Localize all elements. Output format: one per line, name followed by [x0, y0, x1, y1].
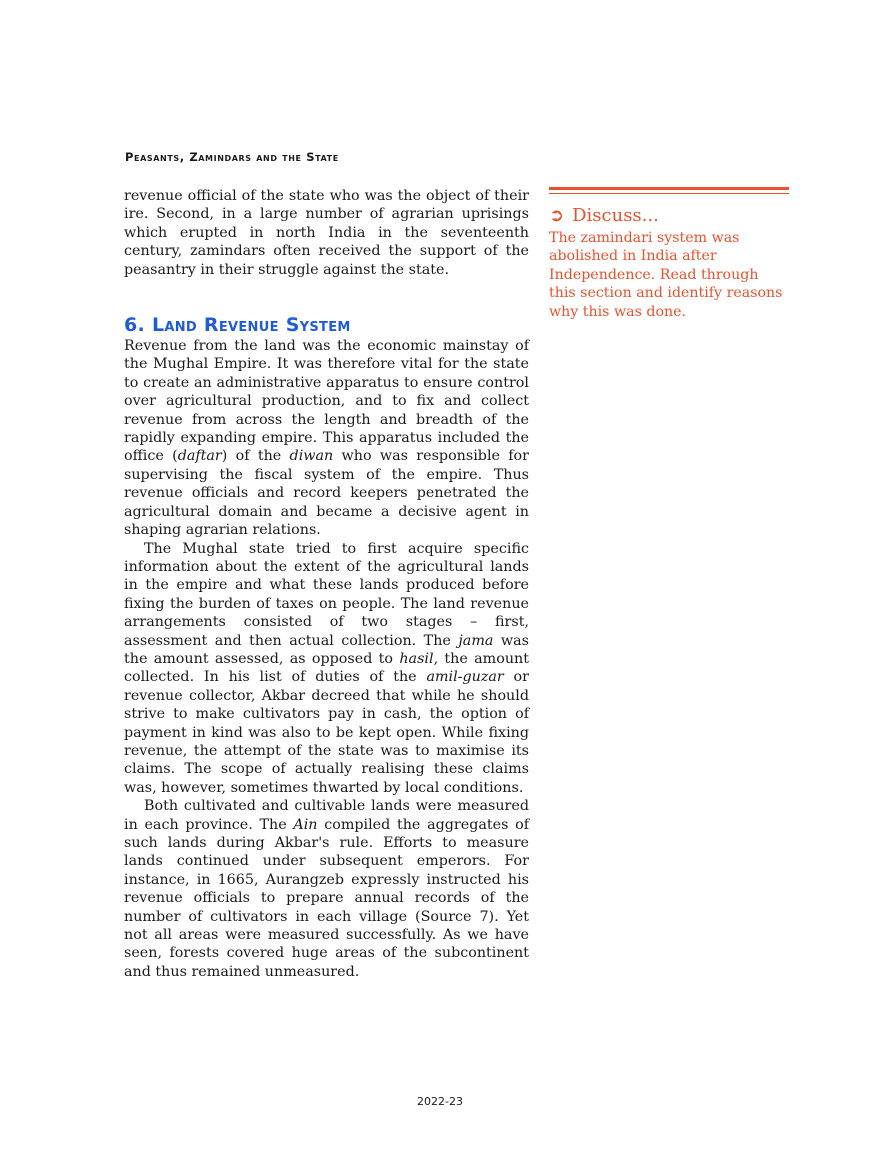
section-title: 6. Land Revenue System — [124, 314, 351, 337]
italic-term: Ain — [293, 816, 318, 833]
italic-term: hasil — [399, 650, 434, 667]
text-run: who was responsible for supervising the fiscal system of the empire. Thus revenue officials and record keepers penetrated the agricultural domain and became a decisive agent in shaping agrarian relations. — [124, 448, 529, 539]
paragraph-1 — [124, 337, 529, 539]
sidebar-rule-thick — [549, 187, 789, 190]
italic-term: daftar — [177, 448, 222, 465]
main-column — [124, 187, 529, 981]
italic-term: diwan — [289, 448, 334, 465]
text-run: , the amount collected. In his list of duties of the — [124, 650, 530, 686]
discuss-body: The zamindari system was abolished in India after Independence. Read through this section and identify reasons why this was done. — [549, 230, 783, 320]
paragraph-2 — [124, 540, 529, 798]
discuss-sidebar — [549, 187, 789, 321]
text-run: Both cultivated and cultivable lands were measured in each province. The — [124, 798, 529, 833]
discuss-heading — [549, 205, 789, 227]
arrow-icon: ➲ — [549, 205, 565, 226]
italic-term: amil-guzar — [426, 669, 504, 686]
running-head: Peasants, Zamindars and the State — [125, 150, 339, 164]
paragraph-3 — [124, 797, 529, 981]
text-run: was the amount assessed, as opposed to — [124, 632, 529, 667]
text-run: ) of the — [221, 448, 290, 465]
sidebar-rule-thin — [549, 193, 789, 194]
text-run: or revenue collector, Akbar decreed that while he should strive to make cultivators pay in cash, the option of payment in kind was also to be kept open. While fixing revenue, the attempt of the state was to maximise its claims. The scope of actually realising these claims was, however, sometimes thwarted by local conditions. — [124, 669, 529, 796]
discuss-heading-text: Discuss... — [572, 205, 659, 226]
intro-paragraph: revenue official of the state who was the object of their ire. Second, in a large number of agrarian uprisings which erupted in north India in the seventeenth century, zamindars often received the support of the peasantry in their struggle against the state. — [124, 188, 529, 278]
text-run: compiled the aggregates of such lands during Akbar's rule. Efforts to measure lands continued under subsequent emperors. For instance, in 1665, Aurangzeb expressly instructed his revenue officials to prepare annual records of the number of cultivators in each village (Source 7). Yet not all areas were measured successfully. As we have seen, forests covered huge areas of the subcontinent and thus remained unmeasured. — [124, 816, 529, 980]
text-run: The Mughal state tried to first acquire specific information about the extent of the agricultural lands in the empire and what these lands produced before fixing the burden of taxes on people. The land revenue arrangements consisted of two stages – first, assessment and then actual collection. The — [124, 540, 529, 649]
page-footer-year: 2022-23 — [417, 1095, 463, 1108]
italic-term: jama — [458, 632, 494, 649]
text-run: Revenue from the land was the economic mainstay of the Mughal Empire. It was therefore vital for the state to create an administrative apparatus to ensure control over agricultural production, and to fix and collect revenue from across the length and breadth of the rapidly expanding empire. This apparatus included the office ( — [124, 338, 529, 465]
